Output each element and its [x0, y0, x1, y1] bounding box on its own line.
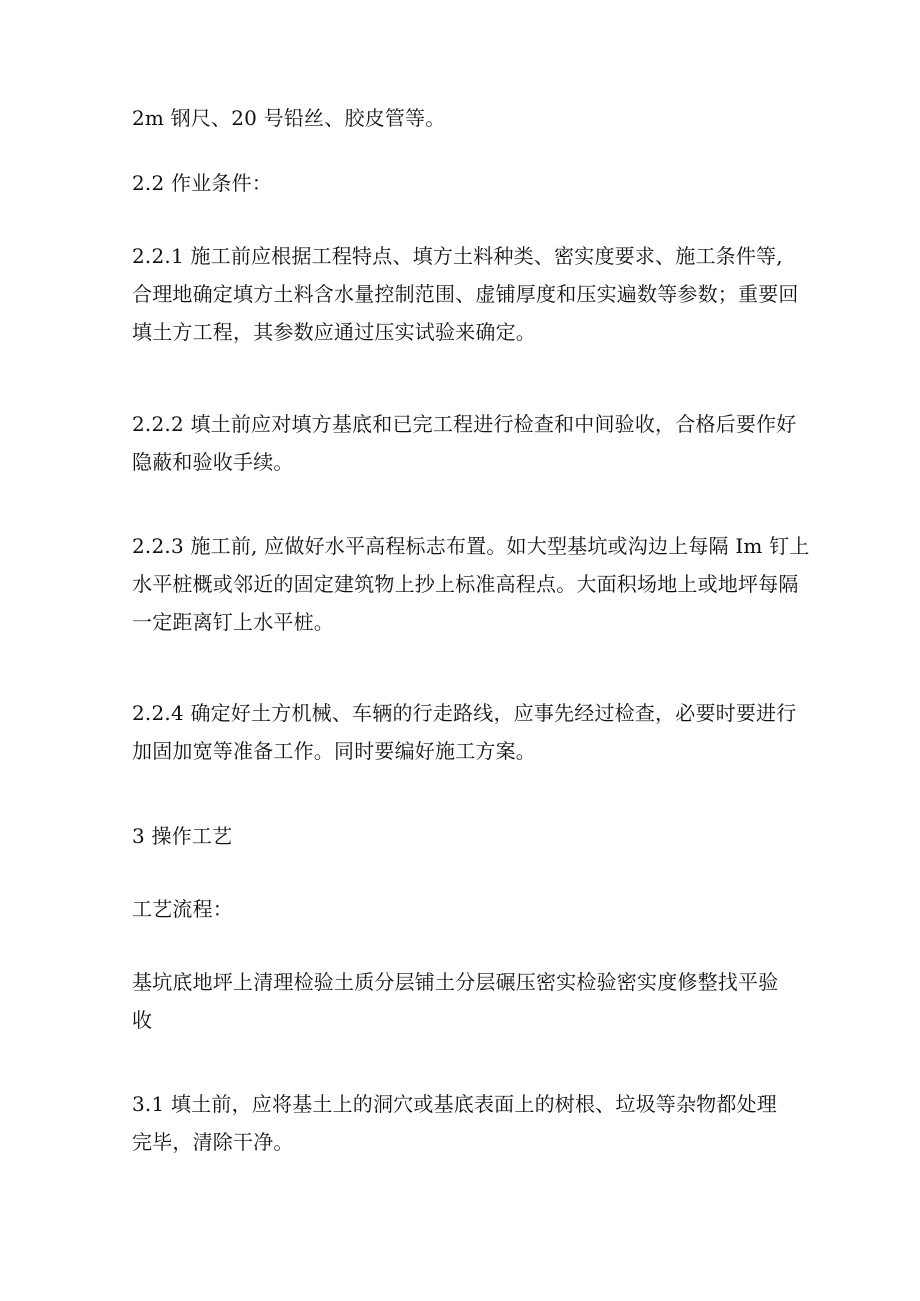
text-line: 工艺流程：: [132, 897, 233, 921]
text-line: 2m 钢尺、20 号铅丝、胶皮管等。: [132, 106, 446, 130]
text-line: 基坑底地坪上清理检验土质分层铺土分层碾压密实检验密实度修整找平验: [132, 970, 779, 994]
text-line: 水平桩概或邻近的固定建筑物上抄上标准高程点。大面积场地上或地坪每隔: [132, 572, 799, 596]
text-line: 2.2 作业条件：: [132, 171, 272, 195]
text-line: 一定距离钉上水平桩。: [132, 610, 334, 634]
text-line: 隐蔽和验收手续。: [132, 450, 294, 474]
text-line: 加固加宽等准备工作。同时要编好施工方案。: [132, 739, 536, 763]
text-line: 3.1 填土前，应将基土上的洞穴或基底表面上的树根、垃圾等杂物都处理: [132, 1092, 777, 1116]
text-line: 收: [132, 1008, 153, 1032]
paragraph-2-2-2: [132, 405, 800, 481]
text-line: 2.2.2 填土前应对填方基底和已完工程进行检查和中间验收，合格后要作好: [132, 412, 797, 436]
text-line: 填土方工程，其参数应通过压实试验来确定。: [132, 320, 536, 344]
text-line: 2.2.3 施工前, 应做好水平高程标志布置。如大型基坑或沟边上每隔 Im 钉上: [132, 534, 810, 558]
text-line: 合理地确定填方土料含水量控制范围、虚铺厚度和压实遍数等参数；重要回: [132, 282, 799, 306]
text-line: 2.2.1 施工前应根据工程特点、填方土料种类、密实度要求、施工条件等,: [132, 244, 783, 268]
paragraph-materials: [132, 99, 800, 137]
heading-process-flow: [132, 890, 800, 928]
heading-2-2-work-conditions: [132, 164, 800, 202]
paragraph-3-1: [132, 1085, 800, 1161]
paragraph-2-2-3: [132, 527, 810, 641]
text-line: 2.2.4 确定好土方机械、车辆的行走路线，应事先经过检查，必要时要进行: [132, 701, 797, 725]
text-line: 3 操作工艺: [132, 824, 233, 848]
heading-3-operation-process: [132, 817, 800, 855]
paragraph-2-2-1: [132, 237, 800, 351]
text-line: 完毕，清除干净。: [132, 1130, 294, 1154]
paragraph-2-2-4: [132, 694, 800, 770]
paragraph-process-steps: [132, 963, 800, 1039]
